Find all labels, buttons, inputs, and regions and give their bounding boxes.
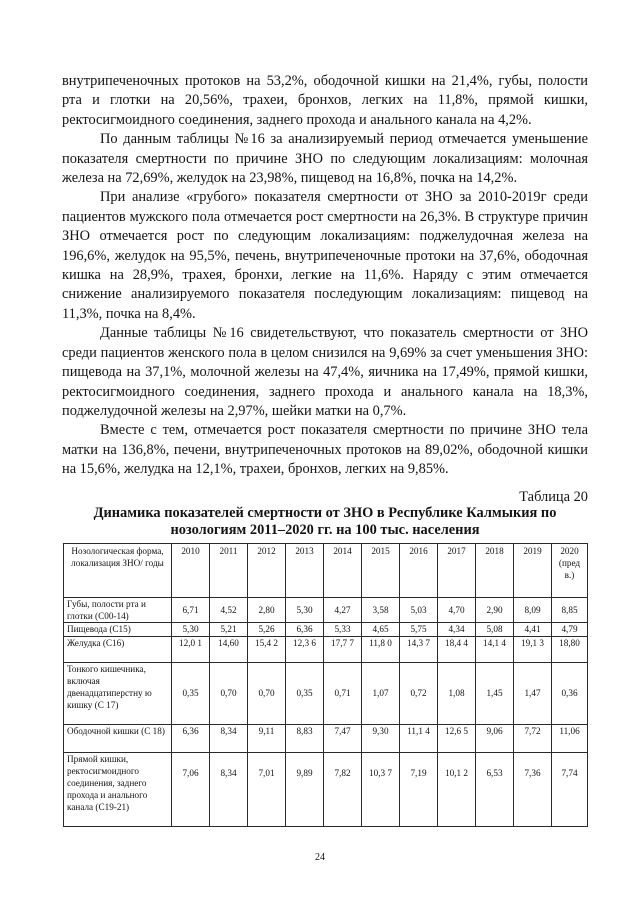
row-label: Прямой кишки, ректосигмоидного соединения, заднего прохода и анального канала (С19-21) [64,752,172,826]
table-cell: 14,1 4 [476,636,514,662]
table-cell: 4,79 [552,623,588,636]
table-cell: 0,70 [210,662,248,724]
table-cell: 0,70 [248,662,286,724]
table-cell: 5,08 [476,623,514,636]
row-label: Желудка (С16) [64,636,172,662]
table-cell: 9,06 [476,724,514,752]
column-header: 2011 [210,544,248,598]
page-number: 24 [315,852,325,863]
column-header: 2018 [476,544,514,598]
table-cell: 14,3 7 [400,636,438,662]
column-header: Нозологическая форма, локализация ЗНО/ годы [64,544,172,598]
table-cell: 6,53 [476,752,514,826]
table-cell: 4,27 [324,598,362,623]
table-cell: 6,36 [172,724,210,752]
table-cell: 9,89 [286,752,324,826]
column-header: 2010 [172,544,210,598]
table-title: Динамика показателей смертности от ЗНО в Республике Калмыкия по нозологиям 2011–2020 гг. на 100 тыс. населения [93,505,557,538]
table-cell: 5,30 [172,623,210,636]
table-cell: 9,11 [248,724,286,752]
mortality-table [63,543,588,827]
table-row [64,752,588,826]
table-cell: 8,09 [514,598,552,623]
table-cell: 4,34 [438,623,476,636]
row-label: Пищевода (С15) [64,623,172,636]
table-cell: 3,58 [362,598,400,623]
table-cell: 18,80 [552,636,588,662]
table-cell: 6,71 [172,598,210,623]
column-header: 2014 [324,544,362,598]
table-cell: 4,41 [514,623,552,636]
table-cell: 2,90 [476,598,514,623]
paragraph-3: При анализе «грубого» показателя смертности от ЗНО за 2010-2019г среди пациентов мужского пола отмечается рост смертности на 26,3%. В структуре причин ЗНО отмечается рост по следующим локализациям: поджелудочная железа на 196,6%, желудок на 95,5%, печень, внутрипеченочные протоки на 37,6%, ободочная кишка на 28,9%, трахея, бронхи, легкие на 11,6%. Наряду с этим отмечается снижение анализируемого показателя последующим локализациям: пищевод на 11,3%, почка на 8,4%. [62,189,588,322]
table-cell: 12,3 6 [286,636,324,662]
table-cell: 18,4 4 [438,636,476,662]
table-cell: 7,19 [400,752,438,826]
table-cell: 17,7 7 [324,636,362,662]
table-cell: 2,80 [248,598,286,623]
column-header: 2013 [286,544,324,598]
table-cell: 7,82 [324,752,362,826]
table-cell: 9,30 [362,724,400,752]
table-cell: 8,34 [210,752,248,826]
table-cell: 1,08 [438,662,476,724]
table-cell: 8,85 [552,598,588,623]
table-cell: 1,47 [514,662,552,724]
paragraph-1: внутрипеченочных протоков на 53,2%, ободочной кишки на 21,4%, губы, полости рта и глотки на 20,56%, трахеи, бронхов, легких на 11,8%, прямой кишки, ректосигмоидного соединения, заднего прохода и анального канала на 4,2%. [62,73,588,128]
table-cell: 1,45 [476,662,514,724]
column-header: 2019 [514,544,552,598]
table-cell: 0,71 [324,662,362,724]
table-cell: 7,06 [172,752,210,826]
table-cell: 12,0 1 [172,636,210,662]
row-label: Ободочной кишки (С 18) [64,724,172,752]
row-label: Губы, полости рта и глотки (С00-14) [64,598,172,623]
table-cell: 5,03 [400,598,438,623]
table-cell: 0,35 [286,662,324,724]
paragraph-5: Вместе с тем, отмечается рост показателя смертности по причине ЗНО тела матки на 136,8%, печени, внутрипеченочных протоков на 89,02%, ободочной кишки на 15,6%, желудка на 12,1%, трахеи, бронхов, легких на 9,85%. [62,422,588,478]
table-row [64,724,588,752]
table-cell: 5,33 [324,623,362,636]
table-number: Таблица 20 [519,489,588,505]
table-cell: 7,36 [514,752,552,826]
paragraph-4: Данные таблицы №16 свидетельствуют, что показатель смертности от ЗНО среди пациентов женского пола в целом снизился на 9,69% за счет уменьшения ЗНО: пищевода на 37,1%, молочной железы на 47,4%, яичника на 17,49%, прямой кишки, ректосигмоидного соединения, заднего прохода и анального канала на 18,3%, поджелудочной железы на 2,97%, шейки матки на 0,7%. [62,325,588,419]
table-row [64,598,588,623]
table-cell: 12,6 5 [438,724,476,752]
table-row [64,623,588,636]
table-cell: 4,70 [438,598,476,623]
table-cell: 7,47 [324,724,362,752]
column-header: 2017 [438,544,476,598]
column-header: 2012 [248,544,286,598]
table-cell: 10,3 7 [362,752,400,826]
table-cell: 7,72 [514,724,552,752]
table-cell: 19,1 3 [514,636,552,662]
table-cell: 14,60 [210,636,248,662]
table-row [64,662,588,724]
table-cell: 4,65 [362,623,400,636]
table-cell: 5,26 [248,623,286,636]
table-cell: 7,01 [248,752,286,826]
table-cell: 11,8 0 [362,636,400,662]
table-cell: 11,06 [552,724,588,752]
column-header: 2016 [400,544,438,598]
table-cell: 8,83 [286,724,324,752]
table-cell: 6,36 [286,623,324,636]
column-header: 2020 (пред в.) [552,544,588,598]
table-cell: 5,75 [400,623,438,636]
table-cell: 4,52 [210,598,248,623]
table-header-row [64,544,588,598]
table-cell: 0,72 [400,662,438,724]
table-cell: 8,34 [210,724,248,752]
table-cell: 5,30 [286,598,324,623]
row-label: Тонкого кишечника, включая двенадцатиперстну ю кишку (С 17) [64,662,172,724]
table-cell: 0,36 [552,662,588,724]
table-cell: 0,35 [172,662,210,724]
table-row [64,636,588,662]
table-cell: 7,74 [552,752,588,826]
table-cell: 11,1 4 [400,724,438,752]
paragraph-2: По данным таблицы №16 за анализируемый период отмечается уменьшение показателя смертности по причине ЗНО по следующим локализациям: молочная железа на 72,69%, желудок на 23,98%, пищевод на 16,8%, почка на 14,2%. [62,131,588,187]
column-header: 2015 [362,544,400,598]
body-text [62,72,588,480]
table-cell: 5,21 [210,623,248,636]
table-cell: 10,1 2 [438,752,476,826]
table-cell: 15,4 2 [248,636,286,662]
table-cell: 1,07 [362,662,400,724]
